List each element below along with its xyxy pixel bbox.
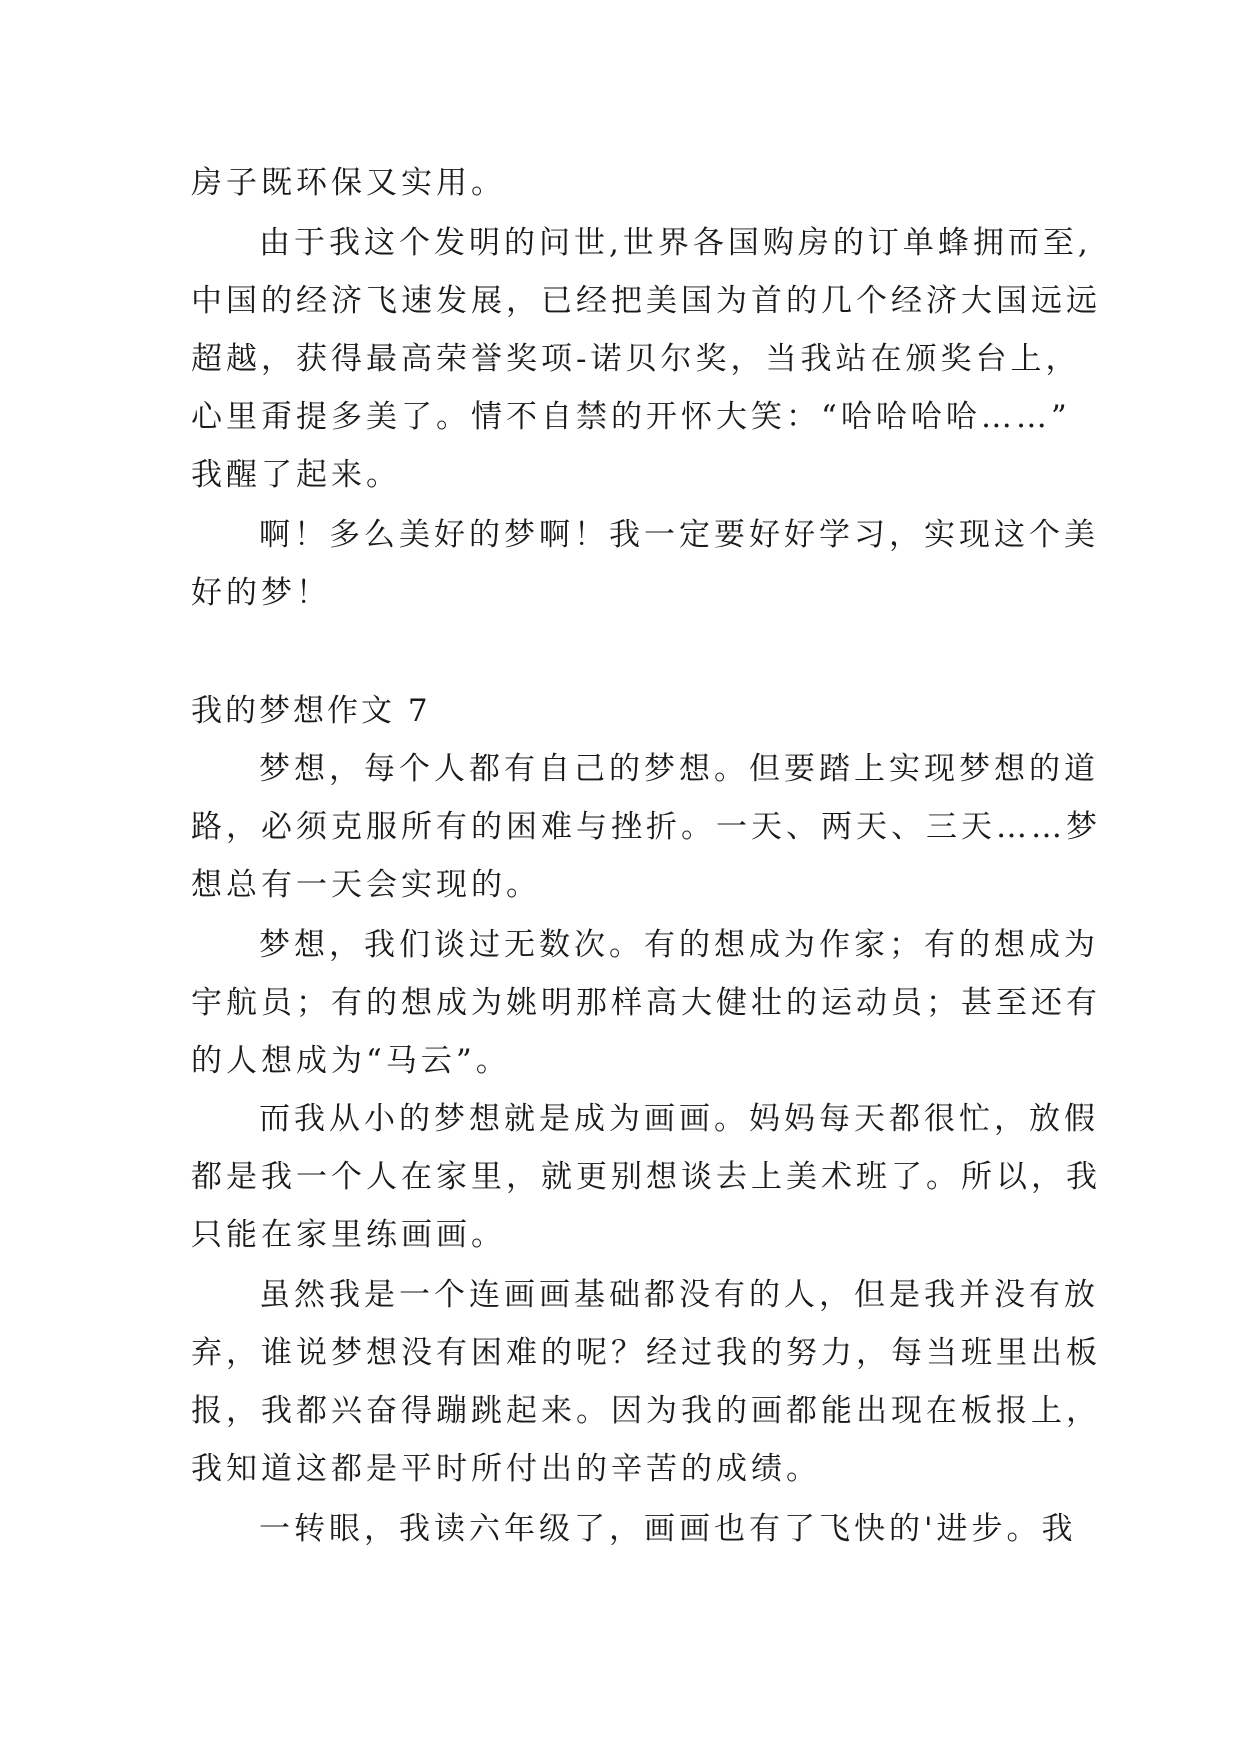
text-line: 超越，获得最高荣誉奖项-诺贝尔奖，当我站在颁奖台上， — [191, 341, 1081, 377]
paragraph-first-line: 梦想，每个人都有自己的梦想。但要踏上实现梦想的道 — [259, 751, 1099, 787]
text-line: 的人想成为“马云”。 — [191, 1043, 511, 1079]
text-line: 宇航员；有的想成为姚明那样高大健壮的运动员；甚至还有 — [191, 985, 1101, 1021]
text-line: 我醒了起来。 — [191, 457, 401, 493]
text-line: 报，我都兴奋得蹦跳起来。因为我的画都能出现在板报上， — [191, 1393, 1101, 1429]
paragraph-first-line: 虽然我是一个连画画基础都没有的人，但是我并没有放 — [259, 1277, 1099, 1313]
paragraph-first-line: 梦想，我们谈过无数次。有的想成为作家；有的想成为 — [259, 927, 1099, 963]
text-line: 想总有一天会实现的。 — [191, 867, 541, 903]
text-line: 中国的经济飞速发展，已经把美国为首的几个经济大国远远 — [191, 283, 1101, 319]
text-line: 路，必须克服所有的困难与挫折。一天、两天、三天……梦 — [191, 809, 1101, 845]
paragraph-first-line: 而我从小的梦想就是成为画画。妈妈每天都很忙，放假 — [259, 1101, 1099, 1137]
text-line: 好的梦！ — [191, 575, 331, 611]
text-line: 心里甭提多美了。情不自禁的开怀大笑：“哈哈哈哈……” — [191, 399, 1071, 435]
paragraph-first-line: 啊！多么美好的梦啊！我一定要好好学习，实现这个美 — [259, 517, 1099, 553]
paragraph-first-line: 由于我这个发明的问世,世界各国购房的订单蜂拥而至, — [259, 225, 1092, 261]
text-line: 弃，谁说梦想没有困难的呢？经过我的努力，每当班里出板 — [191, 1335, 1101, 1371]
text-line: 只能在家里练画画。 — [191, 1217, 506, 1253]
text-line: 我知道这都是平时所付出的辛苦的成绩。 — [191, 1451, 821, 1487]
text-line: 都是我一个人在家里，就更别想谈去上美术班了。所以，我 — [191, 1159, 1101, 1195]
text-line: 房子既环保又实用。 — [191, 165, 506, 201]
paragraph-first-line: 一转眼，我读六年级了，画画也有了飞快的'进步。我 — [259, 1511, 1077, 1547]
section-title: 我的梦想作文 7 — [191, 693, 431, 729]
